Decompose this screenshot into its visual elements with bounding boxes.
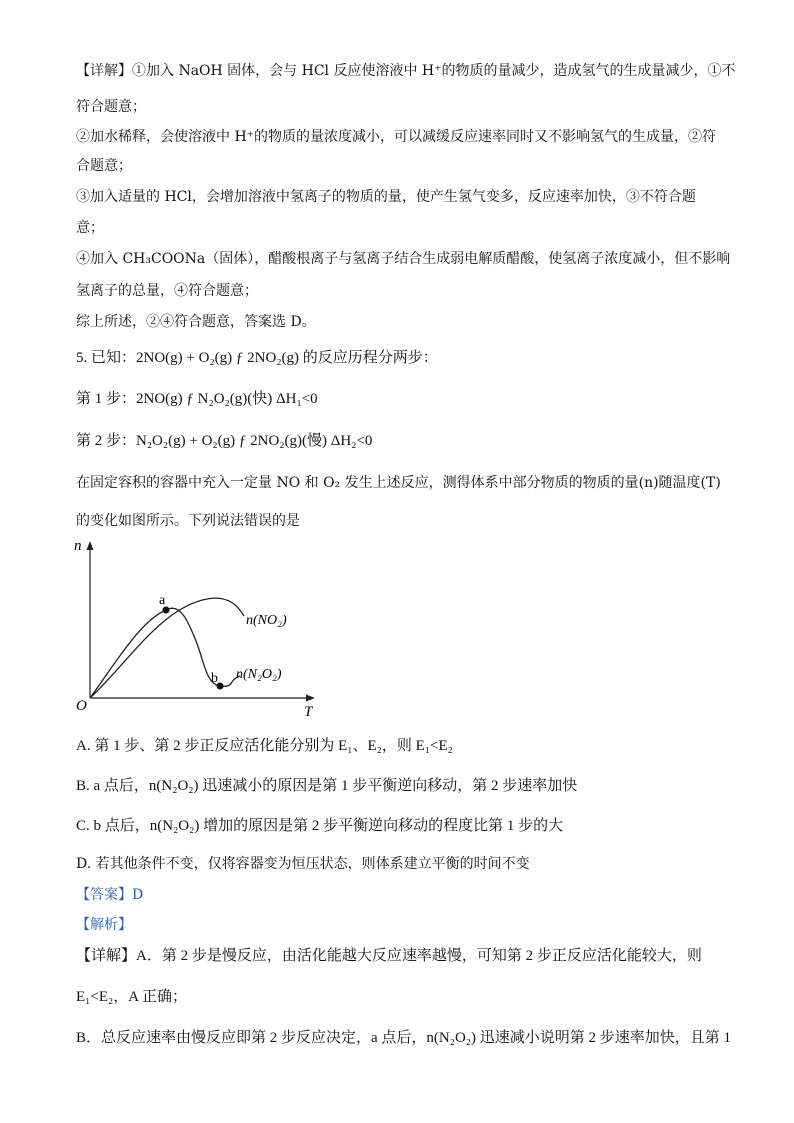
n-vs-t-graph [70, 536, 330, 718]
curve-n2o2-label: n(N₂O₂) [236, 667, 282, 682]
explanation-line-4a: ④加入 CH₃COONa（固体），醋酸根离子与氢离子结合生成弱电解质醋酸，使氢离子浓度减小，但不影响 [76, 251, 731, 267]
question-description-b: 的变化如图所示。下列说法错误的是 [76, 513, 300, 529]
answer-label: 【答案】D [76, 887, 144, 903]
explanation-line-1a: 【详解】①加入 NaOH 固体，会与 HCl 反应使溶液中 H⁺的物质的量减少，造成氢气的生成量减少，①不 [76, 63, 736, 79]
explanation-line-3a: ③加入适量的 HCl，会增加溶液中氢离子的物质的量，使产生氢气变多，反应速率加快，③不符合题 [76, 189, 696, 205]
x-axis-arrow [306, 695, 315, 702]
y-axis-arrow [87, 541, 94, 550]
point-b-label: b [211, 671, 218, 686]
question-description-a: 在固定容积的容器中充入一定量 NO 和 O₂ 发生上述反应，测得体系中部分物质的物质的量(n)随温度(T) [76, 475, 721, 491]
explanation-line-4b: 氢离子的总量，④符合题意； [76, 283, 258, 299]
question-stem: 5. 已知：2NO(g) + O₂(g) ƒ 2NO₂(g) 的反应历程分两步： [76, 350, 438, 366]
explanation-line-3b: 意； [76, 220, 104, 236]
explanation-line-2b: 合题意； [76, 158, 132, 174]
option-a: A. 第 1 步、第 2 步正反应活化能分别为 E₁、E₂，则 E₁<E₂ [76, 738, 453, 754]
y-axis-label: n [74, 538, 82, 554]
curve-no2-label: n(NO₂) [246, 613, 287, 628]
x-axis-label: T [304, 704, 313, 718]
option-c: C. b 点后，n(N₂O₂) 增加的原因是第 2 步平衡逆向移动的程度比第 1 步的大 [76, 818, 564, 834]
origin-label: O [76, 698, 87, 714]
explanation-line-2a: ②加水稀释，会使溶液中 H⁺的物质的量浓度减小，可以减缓反应速率同时又不影响氢气的生成量，②符 [76, 129, 717, 145]
reaction-step-2: 第 2 步：N₂O₂(g) + O₂(g) ƒ 2NO₂(g)(慢) ΔH₂<0 [76, 433, 373, 449]
point-a-label: a [159, 593, 166, 608]
option-b: B. a 点后，n(N₂O₂) 迅速减小的原因是第 1 步平衡逆向移动，第 2 步速率加快 [76, 778, 578, 794]
reaction-step-1: 第 1 步：2NO(g) ƒ N₂O₂(g)(快) ΔH₁<0 [76, 391, 318, 407]
detail-a-line-2: E₁<E₂，A 正确； [76, 989, 187, 1005]
analysis-title: 【解析】 [76, 917, 132, 933]
explanation-line-5: 综上所述，②④符合题意，答案选 D。 [76, 314, 316, 330]
option-d: D. 若其他条件不变，仅将容器变为恒压状态，则体系建立平衡的时间不变 [76, 856, 530, 872]
detail-b-line-1: B．总反应速率由慢反应即第 2 步反应决定，a 点后，n(N₂O₂) 迅速减小说明第 2 步速率加快，且第 1 [76, 1030, 732, 1046]
detail-a-line-1: 【详解】A．第 2 步是慢反应，由活化能越大反应速率越慢，可知第 2 步正反应活化能较大，则 [76, 948, 702, 964]
explanation-line-1b: 符合题意； [76, 99, 146, 115]
